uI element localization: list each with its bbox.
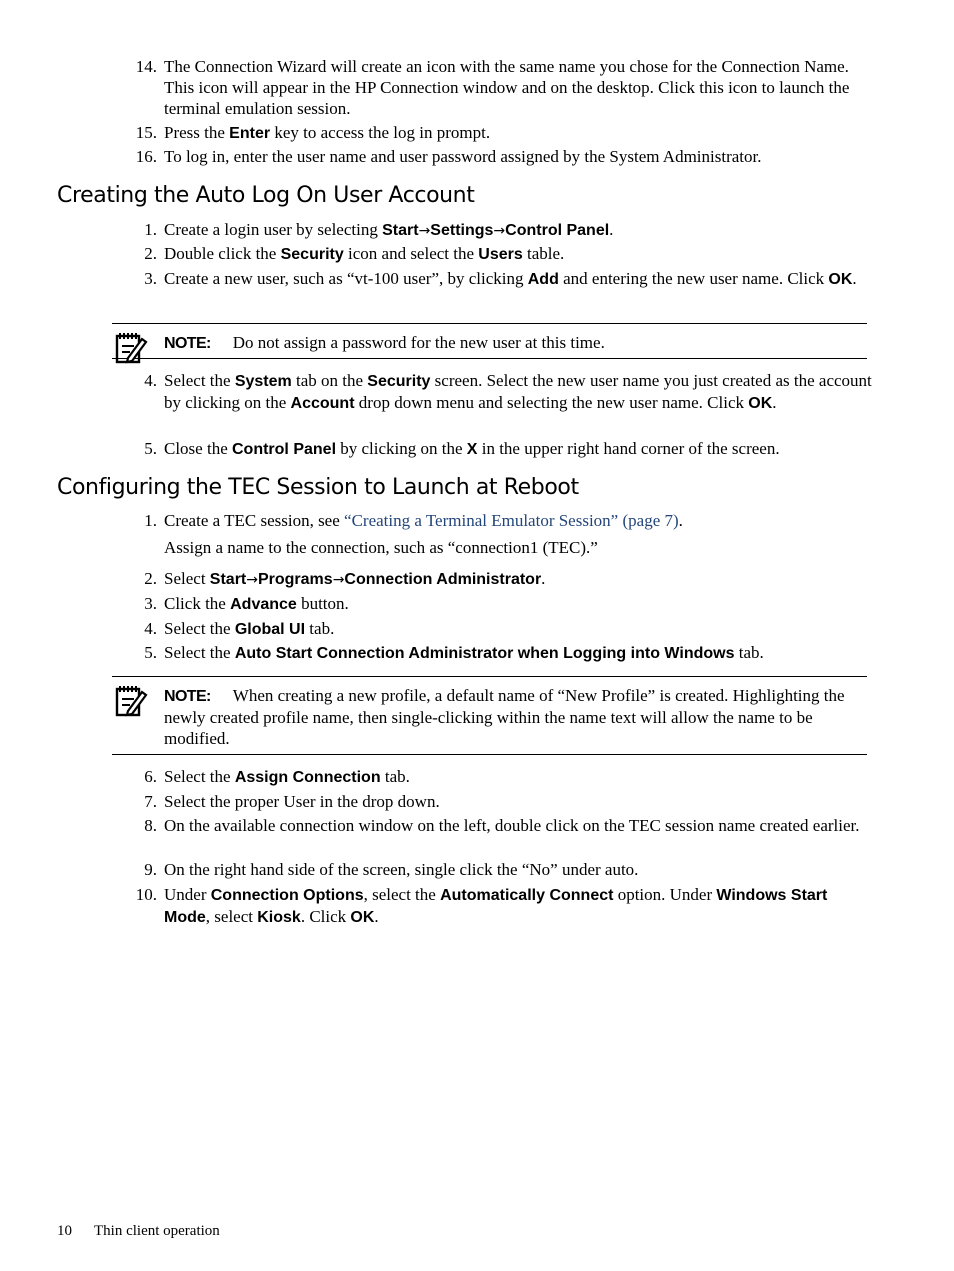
item-text: Press the Enter key to access the log in prompt.	[164, 123, 491, 142]
note-text: NOTE: When creating a new profile, a default name of “New Profile” is created. Highlighting the newly created profile name, then single-clicking within the name text will allow the name to be modified.	[164, 686, 845, 748]
section-heading: Creating the Auto Log On User Account	[57, 183, 475, 208]
cross-reference-link[interactable]: “Creating a Terminal Emulator Session” (page 7)	[344, 511, 679, 530]
note-label: NOTE:	[164, 335, 211, 352]
item-number: 14.	[135, 57, 157, 76]
note-pencil-icon	[114, 684, 148, 718]
page-number: 10	[57, 1223, 72, 1239]
item-text: The Connection Wizard will create an icon with the same name you chose for the Connection Name. This icon will appear in the HP Connection window and on the desktop. Click this icon to launch the terminal emulation session.	[164, 57, 850, 118]
note-text: NOTE: Do not assign a password for the new user at this time.	[164, 333, 605, 352]
item-number: 15.	[135, 123, 157, 142]
item-text: To log in, enter the user name and user password assigned by the System Administrator.	[164, 147, 762, 166]
note-box	[112, 323, 867, 359]
item-number: 16.	[135, 147, 157, 166]
page-footer	[57, 1221, 242, 1242]
note-box	[112, 676, 867, 755]
chapter-title: Thin client operation	[94, 1223, 220, 1239]
note-pencil-icon	[114, 331, 148, 365]
section-heading: Configuring the TEC Session to Launch at Reboot	[57, 475, 579, 500]
note-label: NOTE:	[164, 688, 211, 705]
